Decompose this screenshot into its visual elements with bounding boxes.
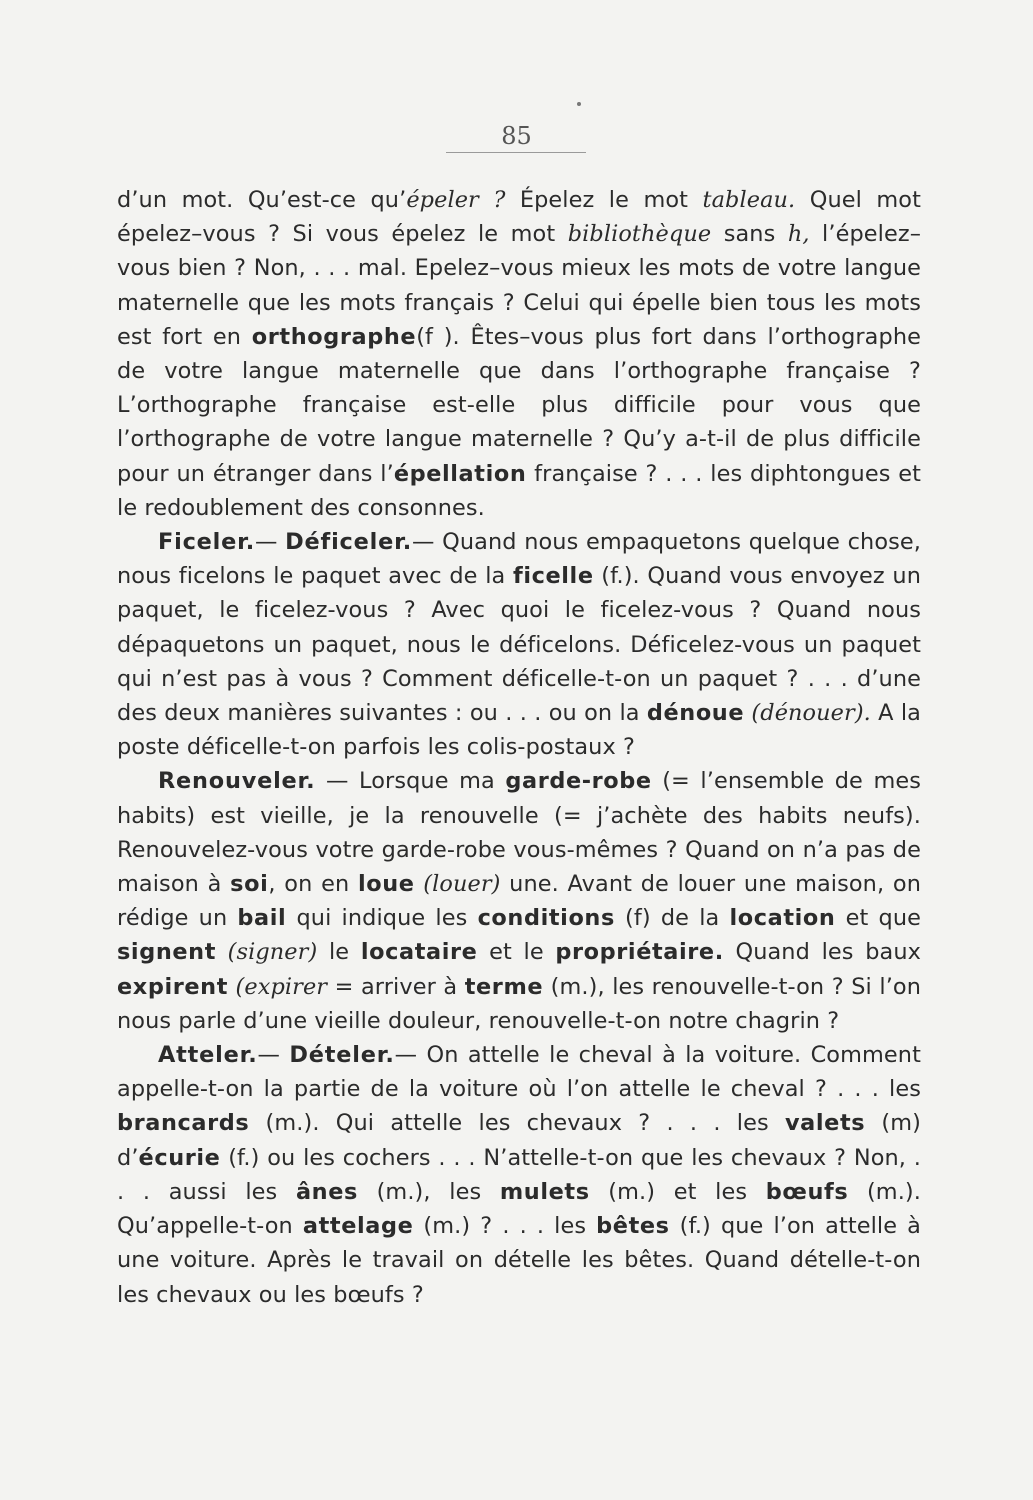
text-run: qui indique les bbox=[286, 905, 478, 932]
section-heading: Ficeler. bbox=[158, 529, 256, 556]
text-run: (f.) que l’on attelle à une voiture. Après le travail on dételle les bêtes. Quand dételle-t-on les chevaux ou les bœufs ? bbox=[117, 1213, 921, 1308]
text-run: le bbox=[317, 939, 361, 966]
text-run: une. Avant de louer une maison, on rédige un bbox=[117, 871, 921, 932]
paragraph-ficeler bbox=[117, 525, 921, 764]
header-rule bbox=[446, 152, 586, 153]
bold-term: location bbox=[729, 905, 836, 932]
text-run: Quand les baux bbox=[723, 939, 921, 966]
section-heading: Atteler. bbox=[158, 1042, 258, 1069]
text-run: et le bbox=[477, 939, 556, 966]
page-number: 85 bbox=[501, 122, 532, 150]
bold-term: bêtes bbox=[596, 1213, 670, 1240]
section-heading: Déficeler. bbox=[285, 529, 413, 556]
text-run: (= l’ensemble de mes habits) est vieille, je la renouvelle (= j’achète des habits neufs). Renouvelez-vous votre garde-robe vous-mêmes ? Quand on n’a pas de maison à bbox=[117, 768, 921, 898]
text-run: (m.), les renouvelle-t-on ? Si l’on nous parle d’une vieille douleur, renouvelle-t-on notre chagrin ? bbox=[117, 973, 921, 1034]
text-run: Épelez le mot bbox=[505, 187, 703, 213]
bold-term: ânes bbox=[295, 1178, 358, 1205]
bold-term: dénoue bbox=[646, 700, 745, 727]
section-heading: Renouveler. bbox=[158, 768, 316, 795]
text-run: (m.) ? . . . les bbox=[413, 1213, 597, 1240]
text-run: (m.), les bbox=[357, 1178, 500, 1205]
bold-term: écurie bbox=[138, 1144, 221, 1171]
text-run: — bbox=[255, 529, 286, 556]
bold-term: expirent bbox=[117, 973, 229, 1000]
text-run: d’un mot. Qu’est-ce qu’ bbox=[117, 187, 407, 213]
italic-term: (expirer bbox=[235, 973, 328, 1000]
italic-term: tableau. bbox=[702, 187, 796, 213]
italic-term: (louer) bbox=[423, 871, 501, 898]
text-run: = arriver à bbox=[327, 973, 465, 1000]
text-run: (f ). Êtes–vous plus fort dans l’orthographe de votre langue maternelle que dans l’orthographe française ? L’orthographe française est-elle plus difficile pour vous que l’orthographe de votre langue maternelle ? Qu’y a-t-il de plus difficile pour un étranger dans l’ bbox=[117, 323, 921, 487]
body-text bbox=[117, 183, 921, 1312]
text-run bbox=[415, 871, 424, 897]
bold-term: signent bbox=[117, 939, 216, 966]
text-run: — Quand nous empaquetons quelque chose, nous ficelons le paquet avec de la bbox=[117, 529, 921, 590]
paragraph-atteler bbox=[117, 1038, 921, 1312]
bold-term: propriétaire. bbox=[555, 939, 724, 966]
bold-term: orthographe bbox=[251, 323, 417, 350]
italic-term: (dénouer). bbox=[751, 700, 871, 727]
paragraph-renouveler bbox=[117, 764, 921, 1038]
bold-term: ficelle bbox=[513, 563, 594, 590]
bold-term: épellation bbox=[393, 460, 527, 487]
italic-term: h, bbox=[787, 221, 810, 248]
section-heading: Dételer. bbox=[289, 1042, 395, 1069]
bold-term: garde-robe bbox=[505, 768, 652, 795]
bold-term: brancards bbox=[117, 1110, 250, 1137]
bold-term: mulets bbox=[499, 1178, 590, 1205]
bold-term: soi bbox=[230, 871, 269, 898]
text-run: A la poste déficelle-t-on parfois les colis-postaux ? bbox=[117, 700, 921, 761]
text-run: (f) de la bbox=[614, 905, 730, 932]
bold-term: bail bbox=[237, 905, 287, 932]
text-run: (f.). Quand vous envoyez un paquet, le ficelez-vous ? Avec quoi le ficelez-vous ? Quand nous dépaquetons un paquet, nous le déficelons. Déficelez-vous un paquet qui n’est pas à vous ? Comment déficelle-t-on un paquet ? . . . d’une des deux manières suivantes : ou . . . ou on la bbox=[117, 563, 921, 727]
bold-term: conditions bbox=[477, 905, 615, 932]
text-run: (m.). Qu’appelle-t-on bbox=[117, 1178, 921, 1240]
text-run: (m.). Qui attelle les chevaux ? . . . les bbox=[249, 1110, 785, 1137]
text-run: et que bbox=[835, 905, 922, 932]
bold-term: valets bbox=[784, 1110, 866, 1137]
text-run: (m) d’ bbox=[117, 1110, 921, 1171]
bold-term: attelage bbox=[302, 1213, 414, 1240]
text-run: , on en bbox=[268, 871, 358, 898]
text-run: l’épelez–vous bien ? Non, . . . mal. Epelez–vous mieux les mots de votre langue maternelle que les mots français ? Celui qui épelle bien tous les mots est fort en bbox=[117, 221, 922, 350]
text-run: (f.) ou les cochers . . . N’attelle-t-on que les chevaux ? Non, . . . aussi les bbox=[117, 1144, 921, 1205]
text-run: française ? . . . les diphtongues et le redoublement des consonnes. bbox=[117, 460, 921, 521]
italic-term: bibliothèque bbox=[567, 221, 712, 248]
text-run bbox=[228, 974, 236, 1000]
page-speck bbox=[577, 102, 581, 106]
text-run: sans bbox=[711, 221, 788, 248]
text-run: — bbox=[257, 1042, 290, 1069]
bold-term: locataire bbox=[360, 939, 478, 966]
text-run: — On attelle le cheval à la voiture. Comment appelle-t-on la partie de la voiture où l’on attelle le cheval ? . . . les bbox=[117, 1042, 921, 1103]
text-run: Quel mot épelez–vous ? Si vous épelez le mot bbox=[117, 187, 921, 248]
italic-term: épeler ? bbox=[406, 187, 506, 213]
text-run: — Lorsque ma bbox=[315, 768, 506, 795]
bold-term: bœufs bbox=[765, 1178, 849, 1205]
italic-term: (signer) bbox=[227, 939, 318, 966]
text-run: (m.) et les bbox=[589, 1178, 766, 1205]
paragraph-intro bbox=[117, 183, 921, 525]
bold-term: loue bbox=[357, 871, 415, 898]
bold-term: terme bbox=[464, 973, 544, 1000]
text-run bbox=[216, 939, 228, 965]
